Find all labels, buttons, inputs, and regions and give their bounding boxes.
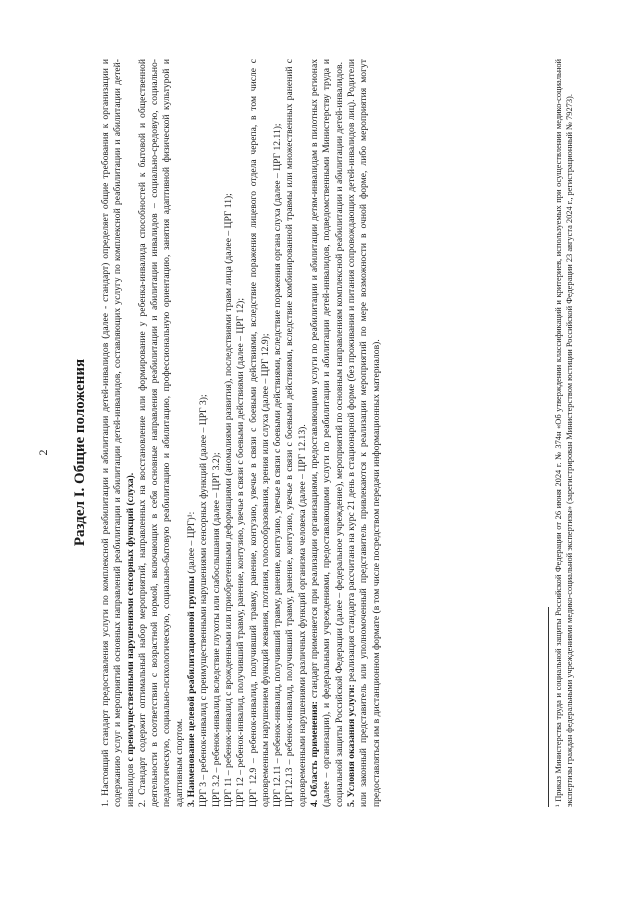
footnote: ¹ Приказ Министерства труда и социальной защиты Российской Федерации от 26 июня 2024 г. № 374н «Об утверждении классификаций и критериев, используемых при осуществлении медико-социальной экспертизы граждан федеральными учреждениями медико-социальной экспертизы» (зарегистрирован Министерством юстиции Российской Федерации 23 августа 2024 г., регистрационный № 79273). [554,59,574,807]
crg-item-11: ЦРГ 11 – ребенок-инвалид с врожденными или приобретенными деформациями (аномалиями развития), последствиями травм лица (далее – ЦРГ 11); [222,193,234,807]
paragraph-1 [100,59,137,807]
paragraph-5-text: реализация стандарта рассчитана на курс 21 день в стационарной форме (без проживания и питания сопровождающих детей-инвалидов лиц). Родители или законный представитель или уполномоченный представитель привлекаются к реализации мероприятий по мере возможности в очной форме, либо мероприятия могут предоставляться им в дистанционном формате (в том числе посредством передачи информационных материалов). [345,59,382,807]
paragraph-3-heading: 3. Наименование целевой реабилитационной группы [186,575,198,807]
document-body [100,59,383,807]
footnote-divider [548,607,549,807]
paragraph-4 [309,59,346,807]
paragraph-2: 2. Стандарт содержит оптимальный набор мероприятий, направленных на восстановление или формирование у ребенка-инвалида способностей к бытовой и общественной деятельности в соответствии с возрастной нормой, включающих в себя основные направления реабилитации и абилитации инвалидов – социально-средовую, социально-педагогическую, социально-психологическую, социально-бытовую реабилитацию и абилитацию, профессиональную ориентацию, занятия адаптивной физической культурой и адаптивным спортом. [136,59,185,807]
paragraph-5 [346,59,383,807]
page-number: 2 [36,449,50,456]
crg-item-12: ЦРГ 12 – ребенок-инвалид, получивший травму, ранение, контузию, увечье в связи с боевыми действиями (далее – ЦРГ 12); [235,297,247,807]
paragraph-1-emphasis: с преимущественными нарушениями сенсорных функций (слуха). [124,472,136,762]
paragraph-4-text: стандарт применяется при реализации организациями, предоставляющими услуги по реабилитации и абилитации детям-инвалидам в пилотных регионах (далее – организации), и федеральными учреждениями, предоставляющими услуги по реабилитации и абилитации детей-инвалидов, подведомственными Министерству труда и социальной защиты Российской Федерации (далее – федеральное учреждение), мероприятий по основным направлениям комплексной реабилитации и абилитации детей-инвалидов. [309,59,345,807]
crg-item-12-13: ЦРГ12.13 – ребенок-инвалид, получивший травму, ранение, контузию, увечье в связи с боевыми действиями, вследствие комбинированной травмы или множественных ранений с одновременными нарушениями различных функций организма человека (далее – ЦРГ 12.13). [284,59,308,807]
paragraph-4-heading: 4. Область применения: [309,701,321,807]
paragraph-1-text: 1. Настоящий стандарт предоставления услуги по комплексной реабилитации и абилитации детей-инвалидов (далее - стандарт) определяет общие требования к организации и содержанию услуг и мероприятий основных направлений реабилитации и абилитации детей-инвалидов, составляющих услугу по комплексной реабилитации и абилитации детей-инвалидов [100,59,136,807]
paragraph-5-heading: 5. Условия оказания услуги: [345,684,357,807]
paragraph-3-text: (далее – ЦРГ) [186,517,198,576]
section-title: Раздел I. Общие положения [72,358,88,547]
paragraph-3 [186,59,198,807]
footnote-ref: ¹: [186,511,198,518]
crg-item-12-11: ЦРГ 12.11 – ребенок-инвалид, получивший травму, ранение, контузию, увечье в связи с боевыми действиями, вследствие поражения органа слуха (далее – ЦРГ 12.11); [272,123,284,807]
crg-item-3: ЦРГ 3 – ребенок-инвалид с преимущественными нарушениями сенсорных функций (далее – ЦРГ 3); [198,394,210,807]
crg-item-3-2: ЦРГ 3.2 – ребенок-инвалид вследствие глухоты или слабослышания (далее – ЦРГ 3.2); [210,452,222,807]
crg-item-12-9: ЦРГ 12.9 – ребенок-инвалид, получивший травму, ранение, контузию, увечье в связи с боевыми действиями, вследствие поражения лицевого отдела черепа, в том числе с одновременным нарушением функций жевания, глотания, голосообразования, зрения или слуха (далее – ЦРГ 12.9); [247,59,271,807]
